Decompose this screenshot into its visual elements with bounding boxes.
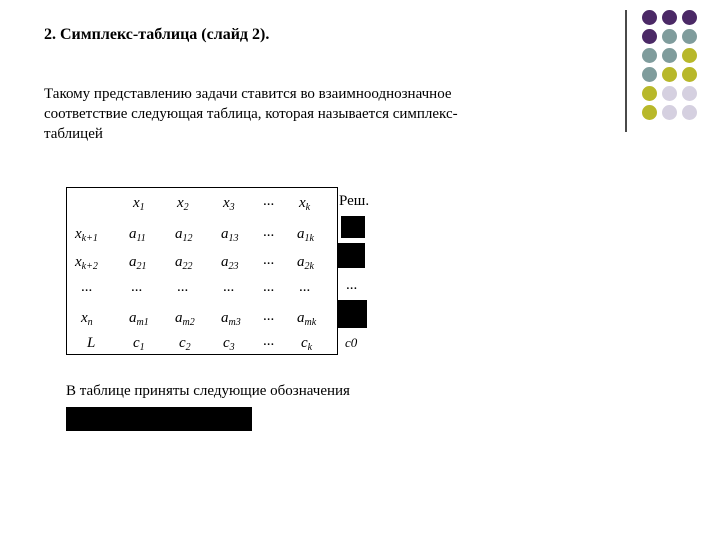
intro-line-2: соответствие следующая таблица, которая называется симплекс-: [44, 106, 458, 122]
row1-col1: $a_{11}$: [129, 226, 146, 244]
row5-col1: $c_1$: [133, 335, 145, 353]
decor-dot-purple: [662, 10, 677, 25]
row5-col2: $c_2$: [179, 335, 191, 353]
row3-col3: ...: [223, 279, 235, 295]
decorative-divider-line: [625, 10, 627, 132]
decor-dot-teal: [662, 29, 677, 44]
result-cell-m-redacted: [337, 300, 367, 328]
row3-colk: ...: [299, 279, 311, 295]
row4-col1: $a_{m1}$: [129, 310, 149, 328]
row3-label: ...: [81, 279, 93, 295]
row5-col3: $c_3$: [223, 335, 235, 353]
decor-dot-olive: [662, 67, 677, 82]
intro-line-3: таблицей: [44, 126, 103, 142]
decor-dot-teal: [642, 67, 657, 82]
row2-dots: ...: [263, 252, 275, 268]
result-cell-1-redacted: [341, 216, 365, 238]
result-header: Реш.: [339, 193, 370, 209]
row5-dots: ...: [263, 333, 275, 349]
header-dots: ...: [263, 193, 275, 209]
decor-dot-olive: [682, 48, 697, 63]
notation-redacted-block: [66, 407, 252, 431]
result-objective: c0: [345, 335, 358, 350]
row4-col2: $a_{m2}$: [175, 310, 195, 328]
decor-dot-olive: [682, 67, 697, 82]
header-x3: $x_3$: [223, 195, 235, 213]
row2-label: $x_{k+2}$: [75, 254, 98, 272]
decor-dot-teal: [662, 48, 677, 63]
row2-col3: $a_{23}$: [221, 254, 239, 272]
decor-dot-olive: [642, 86, 657, 101]
row2-col1: $a_{21}$: [129, 254, 147, 272]
header-x1: $x_1$: [133, 195, 145, 213]
decor-dot-purple: [682, 10, 697, 25]
slide-title: 2. Симплекс-таблица (слайд 2).: [44, 26, 270, 43]
decor-dot-lavender: [662, 86, 677, 101]
row3-col2: ...: [177, 279, 189, 295]
intro-line-1: Такому представлению задачи ставится во взаимнооднозначное: [44, 86, 452, 102]
row4-label: $x_n$: [81, 310, 93, 328]
row1-dots: ...: [263, 224, 275, 240]
row2-colk: $a_{2k}$: [297, 254, 314, 272]
row4-dots: ...: [263, 308, 275, 324]
row4-colk: $a_{mk}$: [297, 310, 317, 328]
row1-col2: $a_{12}$: [175, 226, 193, 244]
row4-col3: $a_{m3}$: [221, 310, 241, 328]
row1-label: $x_{k+1}$: [75, 226, 98, 244]
decor-dot-purple: [642, 10, 657, 25]
row1-col3: $a_{13}$: [221, 226, 239, 244]
notation-caption: В таблице приняты следующие обозначения: [66, 383, 350, 399]
header-xk: $x_k$: [299, 195, 311, 213]
row3-dots: ...: [263, 279, 275, 295]
decor-dot-purple: [642, 29, 657, 44]
row2-col2: $a_{22}$: [175, 254, 193, 272]
row5-label: L: [87, 335, 96, 351]
result-cell-2-redacted: [337, 243, 365, 268]
row5-colk: $c_k$: [301, 335, 313, 353]
decor-dot-teal: [642, 48, 657, 63]
row3-col1: ...: [131, 279, 143, 295]
header-x2: $x_2$: [177, 195, 189, 213]
row1-colk: $a_{1k}$: [297, 226, 314, 244]
decor-dot-teal: [682, 29, 697, 44]
simplex-table: [66, 187, 338, 355]
decor-dot-olive: [642, 105, 657, 120]
decor-dot-lavender: [682, 86, 697, 101]
intro-paragraph: [44, 84, 564, 144]
decor-dot-lavender: [662, 105, 677, 120]
result-dots: ...: [346, 277, 358, 293]
decor-dot-lavender: [682, 105, 697, 120]
